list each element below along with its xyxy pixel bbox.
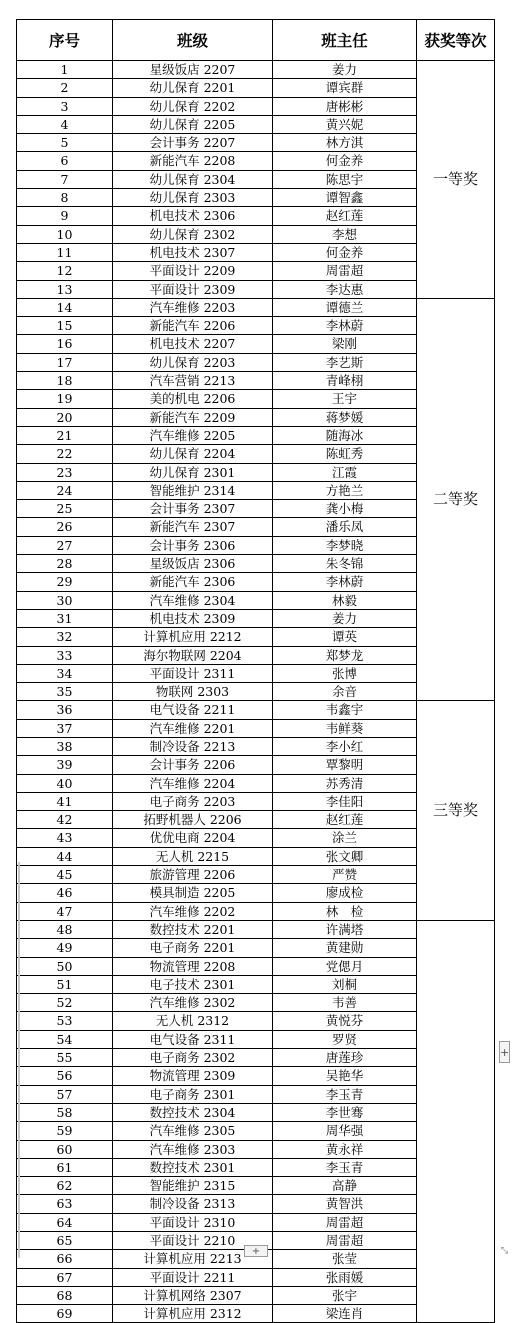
cell-index: 8 <box>17 189 113 207</box>
cell-teacher: 党偲月 <box>273 957 417 975</box>
cell-index: 65 <box>17 1232 113 1250</box>
cell-teacher: 李玉青 <box>273 1158 417 1176</box>
cell-index: 34 <box>17 664 113 682</box>
cell-index: 1 <box>17 61 113 79</box>
cell-class: 电气设备 2211 <box>113 701 273 719</box>
cell-index: 36 <box>17 701 113 719</box>
cell-index: 20 <box>17 408 113 426</box>
cell-index: 25 <box>17 500 113 518</box>
resize-handle-icon[interactable]: ⤡ <box>500 1246 509 1256</box>
cell-class: 无人机 2215 <box>113 847 273 865</box>
cell-index: 66 <box>17 1250 113 1268</box>
cell-index: 22 <box>17 445 113 463</box>
cell-class: 星级饭店 2207 <box>113 61 273 79</box>
cell-class: 机电技术 2306 <box>113 207 273 225</box>
cell-class: 电子商务 2203 <box>113 792 273 810</box>
cell-class: 平面设计 2210 <box>113 1232 273 1250</box>
cell-class: 海尔物联网 2204 <box>113 646 273 664</box>
cell-class: 幼儿保育 2204 <box>113 445 273 463</box>
cell-index: 49 <box>17 939 113 957</box>
cell-class: 汽车维修 2302 <box>113 994 273 1012</box>
award-level-cell: 一等奖 <box>417 61 495 299</box>
cell-index: 48 <box>17 920 113 938</box>
cell-index: 41 <box>17 792 113 810</box>
cell-teacher: 何金养 <box>273 243 417 261</box>
cell-class: 计算机网络 2307 <box>113 1286 273 1304</box>
award-level-cell: 三等奖 <box>417 701 495 921</box>
cell-teacher: 谭宾群 <box>273 79 417 97</box>
cell-index: 67 <box>17 1268 113 1286</box>
cell-teacher: 方艳兰 <box>273 481 417 499</box>
cell-teacher: 李艺斯 <box>273 353 417 371</box>
cell-class: 平面设计 2310 <box>113 1213 273 1231</box>
cell-teacher: 黄悦芬 <box>273 1012 417 1030</box>
cell-teacher: 韦善 <box>273 994 417 1012</box>
cell-class: 平面设计 2209 <box>113 262 273 280</box>
cell-teacher: 许满塔 <box>273 920 417 938</box>
cell-index: 17 <box>17 353 113 371</box>
cell-index: 60 <box>17 1140 113 1158</box>
cell-teacher: 谭智鑫 <box>273 189 417 207</box>
cell-teacher: 李想 <box>273 225 417 243</box>
award-blank-cell <box>417 920 495 1323</box>
table-row <box>17 920 495 938</box>
cell-index: 61 <box>17 1158 113 1176</box>
cell-teacher: 张莹 <box>273 1250 417 1268</box>
cell-class: 汽车维修 2303 <box>113 1140 273 1158</box>
cell-index: 52 <box>17 994 113 1012</box>
cell-class: 智能维护 2314 <box>113 481 273 499</box>
cell-teacher: 李佳阳 <box>273 792 417 810</box>
cell-class: 汽车维修 2305 <box>113 1122 273 1140</box>
cell-class: 新能汽车 2208 <box>113 152 273 170</box>
cell-class: 计算机应用 2213 <box>113 1250 273 1268</box>
cell-class: 会计事务 2306 <box>113 536 273 554</box>
cell-teacher: 苏秀清 <box>273 774 417 792</box>
cell-teacher: 李林蔚 <box>273 573 417 591</box>
cell-teacher: 唐彬彬 <box>273 97 417 115</box>
cell-class: 汽车营销 2213 <box>113 372 273 390</box>
cell-class: 汽车维修 2304 <box>113 591 273 609</box>
cell-index: 43 <box>17 829 113 847</box>
cell-teacher: 李梦晓 <box>273 536 417 554</box>
cell-teacher: 张宇 <box>273 1286 417 1304</box>
cell-teacher: 涂兰 <box>273 829 417 847</box>
cell-class: 旅游管理 2206 <box>113 866 273 884</box>
cell-class: 会计事务 2307 <box>113 500 273 518</box>
cell-index: 9 <box>17 207 113 225</box>
cell-class: 模具制造 2205 <box>113 884 273 902</box>
cell-class: 计算机应用 2212 <box>113 628 273 646</box>
cell-teacher: 林 检 <box>273 902 417 920</box>
cell-index: 42 <box>17 811 113 829</box>
cell-class: 幼儿保育 2201 <box>113 79 273 97</box>
cell-class: 新能汽车 2209 <box>113 408 273 426</box>
cell-teacher: 李小红 <box>273 737 417 755</box>
cell-class: 电子商务 2301 <box>113 1085 273 1103</box>
cell-teacher: 张博 <box>273 664 417 682</box>
cell-teacher: 黄智洪 <box>273 1195 417 1213</box>
cell-teacher: 李达惠 <box>273 280 417 298</box>
cell-class: 汽车维修 2204 <box>113 774 273 792</box>
cell-index: 26 <box>17 518 113 536</box>
cell-index: 33 <box>17 646 113 664</box>
header-class: 班级 <box>113 20 273 61</box>
cell-teacher: 李玉青 <box>273 1085 417 1103</box>
cell-class: 汽车维修 2201 <box>113 719 273 737</box>
cell-teacher: 江霞 <box>273 463 417 481</box>
cell-index: 32 <box>17 628 113 646</box>
table-row <box>17 298 495 316</box>
header-award: 获奖等次 <box>417 20 495 61</box>
cell-class: 幼儿保育 2202 <box>113 97 273 115</box>
cell-class: 幼儿保育 2301 <box>113 463 273 481</box>
cell-teacher: 梁连肖 <box>273 1305 417 1323</box>
cell-teacher: 余音 <box>273 683 417 701</box>
cell-index: 3 <box>17 97 113 115</box>
add-row-button[interactable]: + <box>244 1245 268 1257</box>
cell-class: 星级饭店 2306 <box>113 555 273 573</box>
cell-index: 44 <box>17 847 113 865</box>
cell-class: 汽车维修 2202 <box>113 902 273 920</box>
cell-index: 11 <box>17 243 113 261</box>
cell-teacher: 唐莲珍 <box>273 1049 417 1067</box>
cell-class: 电子商务 2201 <box>113 939 273 957</box>
cell-index: 57 <box>17 1085 113 1103</box>
cell-class: 幼儿保育 2302 <box>113 225 273 243</box>
header-row <box>17 20 495 61</box>
cell-teacher: 王宇 <box>273 390 417 408</box>
cell-index: 46 <box>17 884 113 902</box>
cell-index: 14 <box>17 298 113 316</box>
add-column-button[interactable]: + <box>499 1041 510 1063</box>
cell-index: 7 <box>17 170 113 188</box>
cell-index: 30 <box>17 591 113 609</box>
cell-teacher: 张雨媛 <box>273 1268 417 1286</box>
cell-index: 47 <box>17 902 113 920</box>
cell-teacher: 林毅 <box>273 591 417 609</box>
cell-class: 汽车维修 2203 <box>113 298 273 316</box>
cell-class: 汽车维修 2205 <box>113 426 273 444</box>
cell-class: 机电技术 2307 <box>113 243 273 261</box>
cell-index: 12 <box>17 262 113 280</box>
cell-teacher: 姜力 <box>273 61 417 79</box>
award-table <box>16 19 495 1323</box>
cell-teacher: 谭英 <box>273 628 417 646</box>
cell-class: 制冷设备 2313 <box>113 1195 273 1213</box>
cell-class: 美的机电 2206 <box>113 390 273 408</box>
cell-index: 69 <box>17 1305 113 1323</box>
cell-index: 18 <box>17 372 113 390</box>
cell-teacher: 赵红莲 <box>273 207 417 225</box>
cell-class: 制冷设备 2213 <box>113 737 273 755</box>
cell-index: 21 <box>17 426 113 444</box>
cell-teacher: 谭德兰 <box>273 298 417 316</box>
cell-class: 幼儿保育 2304 <box>113 170 273 188</box>
cell-teacher: 郑梦龙 <box>273 646 417 664</box>
cell-class: 数控技术 2304 <box>113 1103 273 1121</box>
cell-index: 13 <box>17 280 113 298</box>
cell-class: 物流管理 2309 <box>113 1067 273 1085</box>
cell-class: 物流管理 2208 <box>113 957 273 975</box>
cell-class: 会计事务 2206 <box>113 756 273 774</box>
cell-class: 平面设计 2309 <box>113 280 273 298</box>
cell-class: 平面设计 2211 <box>113 1268 273 1286</box>
cell-teacher: 严赞 <box>273 866 417 884</box>
cell-index: 50 <box>17 957 113 975</box>
cell-teacher: 周华强 <box>273 1122 417 1140</box>
cell-teacher: 林方淇 <box>273 134 417 152</box>
cell-class: 计算机应用 2312 <box>113 1305 273 1323</box>
cell-class: 会计事务 2207 <box>113 134 273 152</box>
table-row <box>17 61 495 79</box>
table-body <box>17 61 495 1323</box>
cell-index: 53 <box>17 1012 113 1030</box>
cell-index: 58 <box>17 1103 113 1121</box>
cell-index: 62 <box>17 1177 113 1195</box>
cell-class: 无人机 2312 <box>113 1012 273 1030</box>
cell-teacher: 李林蔚 <box>273 317 417 335</box>
cell-index: 45 <box>17 866 113 884</box>
cell-class: 幼儿保育 2303 <box>113 189 273 207</box>
cell-teacher: 刘桐 <box>273 975 417 993</box>
cell-index: 27 <box>17 536 113 554</box>
cell-teacher: 随海冰 <box>273 426 417 444</box>
header-teacher: 班主任 <box>273 20 417 61</box>
cell-teacher: 韦鑫宇 <box>273 701 417 719</box>
cell-teacher: 姜力 <box>273 609 417 627</box>
cell-class: 新能汽车 2206 <box>113 317 273 335</box>
cell-teacher: 青峰栩 <box>273 372 417 390</box>
cell-class: 数控技术 2201 <box>113 920 273 938</box>
cell-teacher: 吴艳华 <box>273 1067 417 1085</box>
cell-teacher: 梁刚 <box>273 335 417 353</box>
cell-class: 幼儿保育 2205 <box>113 115 273 133</box>
cell-class: 平面设计 2311 <box>113 664 273 682</box>
cell-teacher: 廖成检 <box>273 884 417 902</box>
cell-teacher: 蒋梦媛 <box>273 408 417 426</box>
cell-index: 16 <box>17 335 113 353</box>
cell-teacher: 周雷超 <box>273 1213 417 1231</box>
cell-index: 31 <box>17 609 113 627</box>
cell-class: 拓野机器人 2206 <box>113 811 273 829</box>
cell-class: 新能汽车 2306 <box>113 573 273 591</box>
table-selection-edge <box>18 862 20 1258</box>
cell-teacher: 覃黎明 <box>273 756 417 774</box>
cell-class: 机电技术 2207 <box>113 335 273 353</box>
cell-index: 51 <box>17 975 113 993</box>
cell-index: 64 <box>17 1213 113 1231</box>
cell-index: 28 <box>17 555 113 573</box>
cell-teacher: 陈思宇 <box>273 170 417 188</box>
cell-index: 15 <box>17 317 113 335</box>
cell-class: 幼儿保育 2203 <box>113 353 273 371</box>
cell-class: 智能维护 2315 <box>113 1177 273 1195</box>
cell-index: 10 <box>17 225 113 243</box>
cell-index: 63 <box>17 1195 113 1213</box>
cell-index: 29 <box>17 573 113 591</box>
table-row <box>17 701 495 719</box>
cell-class: 数控技术 2301 <box>113 1158 273 1176</box>
cell-class: 新能汽车 2307 <box>113 518 273 536</box>
cell-teacher: 黄建勋 <box>273 939 417 957</box>
cell-class: 机电技术 2309 <box>113 609 273 627</box>
cell-index: 2 <box>17 79 113 97</box>
cell-teacher: 黄兴妮 <box>273 115 417 133</box>
cell-teacher: 周雷超 <box>273 1232 417 1250</box>
cell-index: 24 <box>17 481 113 499</box>
header-index: 序号 <box>17 20 113 61</box>
cell-class: 物联网 2303 <box>113 683 273 701</box>
cell-teacher: 龚小梅 <box>273 500 417 518</box>
cell-index: 5 <box>17 134 113 152</box>
cell-index: 38 <box>17 737 113 755</box>
cell-index: 55 <box>17 1049 113 1067</box>
cell-index: 37 <box>17 719 113 737</box>
cell-index: 56 <box>17 1067 113 1085</box>
cell-index: 68 <box>17 1286 113 1304</box>
cell-index: 4 <box>17 115 113 133</box>
cell-teacher: 赵红莲 <box>273 811 417 829</box>
cell-class: 电子商务 2302 <box>113 1049 273 1067</box>
cell-index: 40 <box>17 774 113 792</box>
cell-teacher: 潘乐凤 <box>273 518 417 536</box>
cell-teacher: 张文卿 <box>273 847 417 865</box>
cell-teacher: 陈虹秀 <box>273 445 417 463</box>
cell-class: 电气设备 2311 <box>113 1030 273 1048</box>
cell-class: 电子技术 2301 <box>113 975 273 993</box>
cell-teacher: 黄永祥 <box>273 1140 417 1158</box>
award-level-cell: 二等奖 <box>417 298 495 701</box>
cell-teacher: 朱冬锦 <box>273 555 417 573</box>
cell-teacher: 高静 <box>273 1177 417 1195</box>
cell-teacher: 罗贤 <box>273 1030 417 1048</box>
cell-teacher: 何金养 <box>273 152 417 170</box>
cell-index: 59 <box>17 1122 113 1140</box>
cell-index: 19 <box>17 390 113 408</box>
cell-class: 优优电商 2204 <box>113 829 273 847</box>
cell-teacher: 周雷超 <box>273 262 417 280</box>
cell-index: 35 <box>17 683 113 701</box>
cell-index: 39 <box>17 756 113 774</box>
cell-teacher: 韦鲜葵 <box>273 719 417 737</box>
cell-index: 54 <box>17 1030 113 1048</box>
cell-index: 23 <box>17 463 113 481</box>
cell-teacher: 李世骞 <box>273 1103 417 1121</box>
cell-index: 6 <box>17 152 113 170</box>
